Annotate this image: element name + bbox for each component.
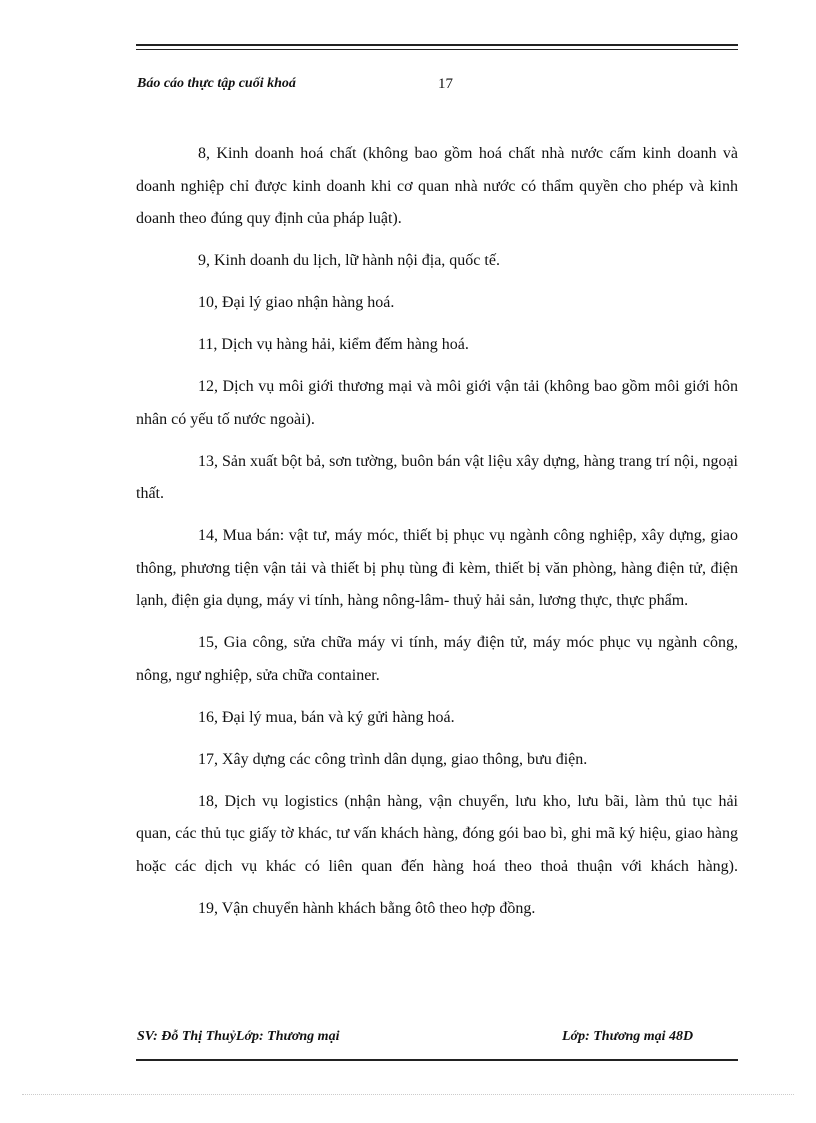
paragraph-8: 8, Kinh doanh hoá chất (không bao gồm hoá chất nhà nước cấm kinh doanh và doanh nghiệp chỉ được kinh doanh khi cơ quan nhà nước có thẩm quyền cho phép và kinh doanh theo đúng quy định của pháp luật). [136,145,738,227]
paragraph-15: 15, Gia công, sửa chữa máy vi tính, máy điện tử, máy móc phục vụ ngành công, nông, ngư nghiệp, sửa chữa container. [136,634,738,684]
paragraph-19: 19, Vận chuyển hành khách bằng ôtô theo hợp đồng. [198,899,536,917]
paragraph-12: 12, Dịch vụ môi giới thương mại và môi giới vận tải (không bao gồm môi giới hôn nhân có yếu tố nước ngoài). [136,378,738,428]
paragraph-11: 11, Dịch vụ hàng hải, kiểm đếm hàng hoá. [198,336,469,353]
page-number: 17 [438,76,453,92]
paragraph-13: 13, Sản xuất bột bả, sơn tường, buôn bán vật liệu xây dựng, hàng trang trí nội, ngoại thất. [136,452,738,502]
document-body [136,138,738,935]
footer-rule [136,1059,738,1061]
footer-class: Lớp: Thương mại 48D [562,1029,694,1044]
header-rule [136,44,738,50]
paragraph-14: 14, Mua bán: vật tư, máy móc, thiết bị phục vụ ngành công nghiệp, xây dựng, giao thông, phương tiện vận tải và thiết bị phụ tùng đi kèm, thiết bị văn phòng, hàng điện tử, điện lạnh, điện gia dụng, máy vi tính, hàng nông-lâm- thuỷ hải sản, lương thực, thực phẩm. [136,527,738,609]
paragraph-10: 10, Đại lý giao nhận hàng hoá. [198,294,395,311]
paragraph-9: 9, Kinh doanh du lịch, lữ hành nội địa, quốc tế. [198,252,500,269]
paragraph-17: 17, Xây dựng các công trình dân dụng, giao thông, bưu điện. [198,750,588,768]
page-edge [22,1094,794,1095]
paragraph-18: 18, Dịch vụ logistics (nhận hàng, vận chuyển, lưu kho, lưu bãi, làm thủ tục hải quan, các thủ tục giấy tờ khác, tư vấn khách hàng, đóng gói bao bì, ghi mã ký hiệu, giao hàng hoặc các dịch vụ khác có liên quan đến hàng hoá theo thoả thuận với khách hàng). [136,792,738,875]
footer-student: SV: Đỗ Thị ThuỷLớp: Thương mại [137,1029,340,1044]
header-title: Báo cáo thực tập cuối khoá [137,76,296,91]
paragraph-16: 16, Đại lý mua, bán và ký gửi hàng hoá. [198,708,455,726]
